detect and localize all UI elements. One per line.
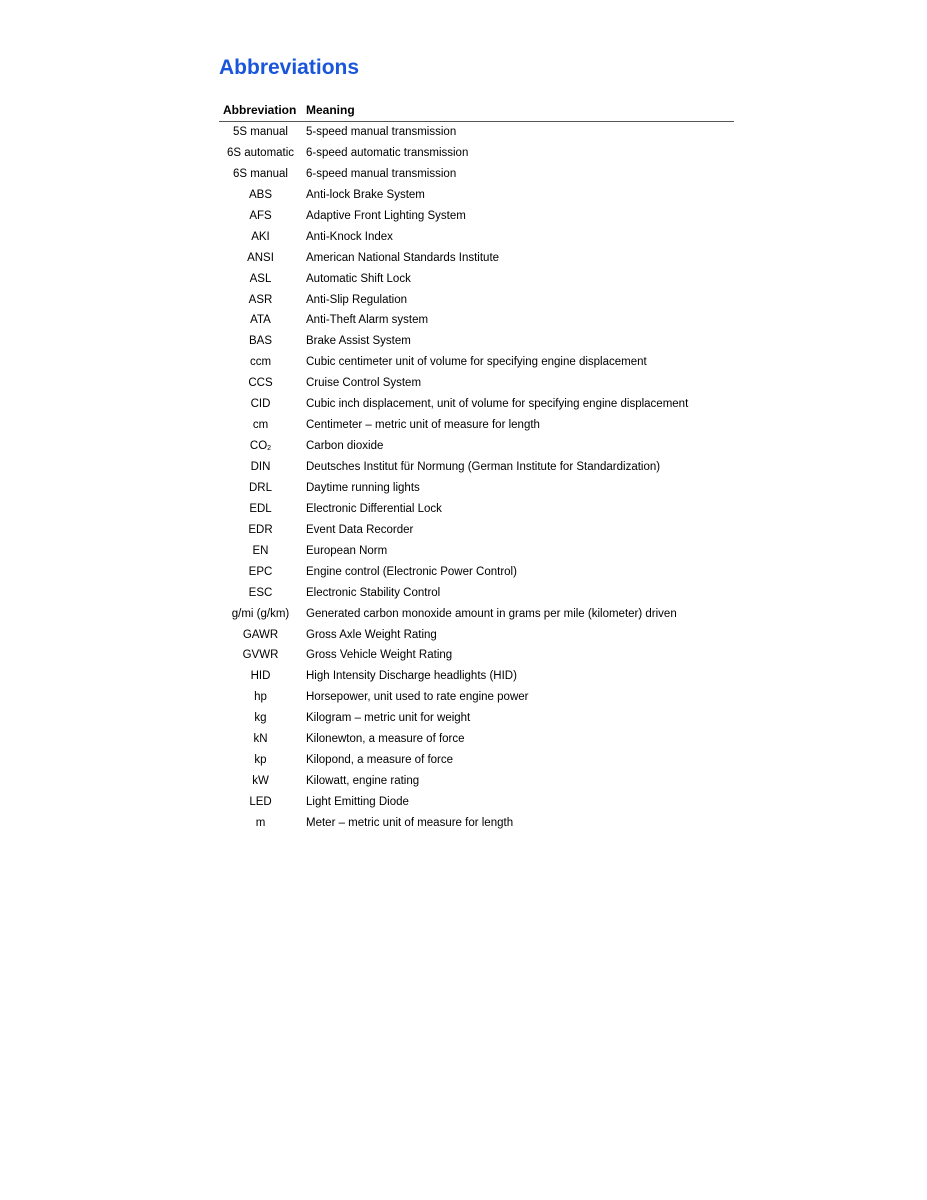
- abbreviation-cell: [219, 331, 302, 352]
- meaning-cell: European Norm: [306, 544, 388, 557]
- meaning-cell: Kilowatt, engine rating: [306, 775, 420, 788]
- table-row: [219, 415, 734, 436]
- abbreviation-cell: [219, 415, 302, 436]
- abbreviation-text: DIN: [250, 461, 271, 473]
- abbreviation-cell: [219, 771, 302, 792]
- abbreviation-subscript: 2: [267, 445, 272, 453]
- abbreviation-text: ANSI: [247, 251, 274, 264]
- table-row: [219, 792, 734, 813]
- abbreviation-text: LED: [249, 796, 272, 808]
- meaning-cell: 6-speed automatic transmission: [306, 146, 469, 159]
- meaning-cell: Adaptive Front Lighting System: [306, 209, 466, 222]
- table-row: [219, 729, 734, 750]
- meaning-cell: Horsepower, unit used to rate engine power: [306, 691, 529, 704]
- table-row: [219, 583, 734, 604]
- table-row: [219, 666, 734, 687]
- abbreviation-text: ATA: [250, 314, 271, 327]
- meaning-cell: Automatic Shift Lock: [306, 272, 411, 285]
- meaning-cell: Deutsches Institut für Normung (German Institute for Standardization): [306, 461, 661, 473]
- table-row: [219, 604, 734, 625]
- abbreviation-text: kp: [254, 754, 267, 767]
- meaning-cell: Event Data Recorder: [306, 523, 414, 536]
- abbreviation-text: BAS: [248, 335, 272, 348]
- abbreviation-cell: [219, 499, 302, 520]
- meaning-cell: Anti-Slip Regulation: [306, 293, 408, 306]
- abbreviation-cell: [219, 122, 302, 143]
- abbreviation-text: GAWR: [242, 628, 279, 641]
- abbreviation-cell: [219, 708, 302, 729]
- abbreviation-cell: [219, 792, 302, 813]
- table-row: [219, 227, 734, 248]
- abbreviation-cell: [219, 143, 302, 164]
- table-row: [219, 625, 734, 646]
- abbreviation-cell: [219, 520, 302, 541]
- abbreviation-text: ESC: [248, 586, 273, 599]
- meaning-cell: Daytime running lights: [306, 481, 420, 494]
- abbreviation-text: ABS: [248, 188, 272, 201]
- table-row: [219, 310, 734, 331]
- abbreviation-cell: [219, 729, 302, 750]
- abbreviation-text: GVWR: [242, 649, 279, 662]
- meaning-cell: Engine control (Electronic Power Control): [306, 565, 517, 578]
- table-row: [219, 352, 734, 373]
- page-title: Abbreviations: [219, 56, 360, 79]
- meaning-cell: Carbon dioxide: [306, 440, 384, 453]
- abbreviation-text: EN: [252, 544, 269, 557]
- abbreviation-cell: [219, 352, 302, 373]
- abbreviation-cell: [219, 206, 302, 227]
- table-row: [219, 562, 734, 583]
- table-row: [219, 290, 734, 311]
- table-row: [219, 185, 734, 206]
- abbreviation-text: ASR: [248, 293, 273, 306]
- abbreviation-cell: [219, 436, 302, 457]
- table-row: [219, 499, 734, 520]
- meaning-cell: Gross Axle Weight Rating: [306, 628, 437, 641]
- abbreviation-cell: [219, 625, 302, 646]
- table-row: [219, 541, 734, 562]
- abbreviations-table: [219, 100, 734, 834]
- table-row: [219, 248, 734, 269]
- table-row: [219, 206, 734, 227]
- abbreviation-text: EPC: [248, 565, 273, 578]
- meaning-cell: Generated carbon monoxide amount in grams per mile (kilometer) driven: [306, 607, 677, 620]
- meaning-cell: American National Standards Institute: [306, 251, 500, 264]
- table-row: [219, 645, 734, 666]
- table-row: [219, 164, 734, 185]
- abbreviation-cell: [219, 248, 302, 269]
- abbreviation-cell: [219, 164, 302, 185]
- abbreviation-text: cm: [252, 419, 269, 432]
- table-row: [219, 331, 734, 352]
- meaning-cell: Anti-Knock Index: [306, 230, 393, 243]
- meaning-cell: Cubic centimeter unit of volume for specifying engine displacement: [306, 356, 647, 369]
- abbreviation-cell: [219, 394, 302, 415]
- abbreviation-text: kg: [254, 712, 267, 725]
- table-row: [219, 436, 734, 457]
- meaning-cell: Cruise Control System: [306, 377, 422, 390]
- abbreviation-cell: [219, 290, 302, 311]
- table-header: [219, 100, 734, 122]
- meaning-cell: Electronic Stability Control: [306, 586, 441, 599]
- abbreviation-cell: [219, 604, 302, 625]
- abbreviation-cell: [219, 750, 302, 771]
- table-row: [219, 394, 734, 415]
- abbreviation-text: DRL: [248, 481, 272, 494]
- abbreviation-text: EDL: [249, 502, 272, 515]
- meaning-cell: Anti-Theft Alarm system: [306, 314, 429, 327]
- meaning-cell: High Intensity Discharge headlights (HID): [306, 670, 517, 683]
- abbreviation-text: 6S automatic: [226, 146, 295, 159]
- abbreviation-cell: [219, 687, 302, 708]
- abbreviation-cell: [219, 541, 302, 562]
- table-row: [219, 143, 734, 164]
- meaning-cell: Electronic Differential Lock: [306, 502, 442, 515]
- abbreviation-text: ccm: [249, 356, 272, 369]
- table-row: [219, 520, 734, 541]
- abbreviation-text: EDR: [248, 523, 273, 536]
- abbreviation-text: AFS: [249, 209, 272, 222]
- meaning-cell: Anti-lock Brake System: [306, 188, 425, 201]
- meaning-cell: Meter – metric unit of measure for length: [306, 816, 514, 829]
- table-body: [219, 122, 734, 834]
- header-abbreviation: Abbreviation: [223, 103, 297, 117]
- abbreviation-text: kW: [252, 775, 269, 788]
- abbreviation-cell: [219, 813, 302, 834]
- abbreviation-cell: [219, 562, 302, 583]
- meaning-cell: 6-speed manual transmission: [306, 167, 457, 180]
- table-row: [219, 269, 734, 290]
- abbreviation-text: 5S manual: [233, 126, 288, 138]
- abbreviation-cell: [219, 310, 302, 331]
- header-meaning: Meaning: [306, 103, 355, 117]
- abbreviation-cell: [219, 457, 302, 478]
- meaning-cell: Light Emitting Diode: [306, 796, 409, 808]
- meaning-cell: Kilonewton, a measure of force: [306, 733, 465, 746]
- table-row: [219, 478, 734, 499]
- abbreviation-text: hp: [254, 691, 267, 704]
- abbreviation-text: m: [255, 816, 266, 829]
- table-row: [219, 813, 734, 834]
- abbreviation-cell: [219, 666, 302, 687]
- table-row: [219, 771, 734, 792]
- abbreviation-text: HID: [250, 670, 271, 683]
- table-row: [219, 687, 734, 708]
- abbreviation-text: ASL: [249, 272, 272, 285]
- abbreviation-text: 6S manual: [233, 167, 288, 180]
- meaning-cell: Gross Vehicle Weight Rating: [306, 649, 453, 662]
- meaning-cell: Kilogram – metric unit for weight: [306, 712, 471, 725]
- table-row: [219, 457, 734, 478]
- table-row: [219, 708, 734, 729]
- abbreviation-text: CID: [250, 398, 271, 411]
- table-row: [219, 122, 734, 143]
- meaning-cell: Brake Assist System: [306, 335, 411, 348]
- meaning-cell: Kilopond, a measure of force: [306, 754, 454, 767]
- abbreviation-text: CO: [249, 440, 268, 453]
- abbreviation-text: g/mi (g/km): [231, 607, 290, 620]
- abbreviation-text: kN: [253, 733, 268, 746]
- abbreviation-text: AKI: [251, 230, 270, 243]
- abbreviation-cell: [219, 269, 302, 290]
- meaning-cell: Cubic inch displacement, unit of volume for specifying engine displacement: [306, 398, 689, 411]
- table-row: [219, 373, 734, 394]
- abbreviation-text: CCS: [248, 377, 273, 390]
- abbreviation-cell: [219, 185, 302, 206]
- abbreviation-cell: [219, 227, 302, 248]
- meaning-cell: Centimeter – metric unit of measure for length: [306, 419, 540, 432]
- abbreviation-cell: [219, 478, 302, 499]
- abbreviation-cell: [219, 373, 302, 394]
- meaning-cell: 5-speed manual transmission: [306, 126, 457, 138]
- table-row: [219, 750, 734, 771]
- abbreviation-cell: [219, 583, 302, 604]
- abbreviation-cell: [219, 645, 302, 666]
